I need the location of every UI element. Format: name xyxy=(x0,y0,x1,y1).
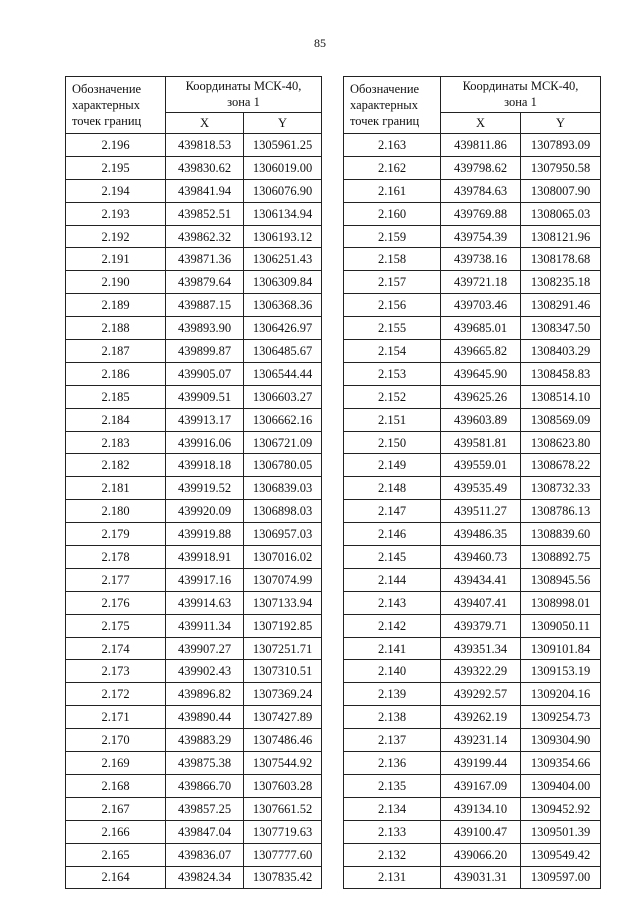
table-row xyxy=(344,866,601,889)
x-coordinate-cell: 439893.90 xyxy=(166,317,244,340)
table-row xyxy=(344,568,601,591)
table-row xyxy=(344,248,601,271)
x-coordinate-cell: 439460.73 xyxy=(441,546,521,569)
table-body-left xyxy=(66,134,322,889)
x-coordinate-cell: 439920.09 xyxy=(166,500,244,523)
table-row xyxy=(66,752,322,775)
y-coordinate-cell: 1308235.18 xyxy=(521,271,601,294)
table-row xyxy=(344,317,601,340)
x-coordinate-cell: 439754.39 xyxy=(441,225,521,248)
point-id-cell: 2.193 xyxy=(66,202,166,225)
table-row xyxy=(66,523,322,546)
point-id-cell: 2.181 xyxy=(66,477,166,500)
table-row xyxy=(66,454,322,477)
table-row xyxy=(344,202,601,225)
y-coordinate-cell: 1306309.84 xyxy=(244,271,322,294)
point-id-cell: 2.138 xyxy=(344,706,441,729)
y-coordinate-cell: 1308007.90 xyxy=(521,179,601,202)
x-coordinate-cell: 439665.82 xyxy=(441,340,521,363)
x-coordinate-cell: 439905.07 xyxy=(166,362,244,385)
x-coordinate-cell: 439918.18 xyxy=(166,454,244,477)
y-coordinate-cell: 1308514.10 xyxy=(521,385,601,408)
x-coordinate-cell: 439486.35 xyxy=(441,523,521,546)
y-coordinate-cell: 1307950.58 xyxy=(521,156,601,179)
table-row xyxy=(66,683,322,706)
y-coordinate-cell: 1308786.13 xyxy=(521,500,601,523)
point-id-cell: 2.148 xyxy=(344,477,441,500)
y-coordinate-cell: 1307777.60 xyxy=(244,843,322,866)
y-coordinate-cell: 1306426.97 xyxy=(244,317,322,340)
point-id-cell: 2.132 xyxy=(344,843,441,866)
table-row xyxy=(344,179,601,202)
y-coordinate-cell: 1306019.00 xyxy=(244,156,322,179)
x-coordinate-cell: 439852.51 xyxy=(166,202,244,225)
point-id-cell: 2.151 xyxy=(344,408,441,431)
table-row xyxy=(66,225,322,248)
table-row xyxy=(66,317,322,340)
y-coordinate-cell: 1309050.11 xyxy=(521,614,601,637)
point-id-cell: 2.188 xyxy=(66,317,166,340)
point-id-cell: 2.158 xyxy=(344,248,441,271)
table-row xyxy=(66,660,322,683)
point-id-cell: 2.164 xyxy=(66,866,166,889)
point-id-cell: 2.160 xyxy=(344,202,441,225)
y-coordinate-cell: 1306193.12 xyxy=(244,225,322,248)
y-coordinate-cell: 1308458.83 xyxy=(521,362,601,385)
y-coordinate-cell: 1306251.43 xyxy=(244,248,322,271)
point-id-cell: 2.179 xyxy=(66,523,166,546)
point-id-cell: 2.172 xyxy=(66,683,166,706)
point-id-cell: 2.163 xyxy=(344,134,441,157)
x-coordinate-cell: 439914.63 xyxy=(166,591,244,614)
y-coordinate-cell: 1307486.46 xyxy=(244,729,322,752)
point-id-cell: 2.192 xyxy=(66,225,166,248)
header-coordinate-system: Координаты МСК-40, зона 1 xyxy=(166,77,322,113)
y-coordinate-cell: 1309501.39 xyxy=(521,820,601,843)
y-coordinate-cell: 1308998.01 xyxy=(521,591,601,614)
table-row xyxy=(66,843,322,866)
x-coordinate-cell: 439379.71 xyxy=(441,614,521,637)
table-row xyxy=(344,385,601,408)
x-coordinate-cell: 439909.51 xyxy=(166,385,244,408)
table-row xyxy=(66,820,322,843)
table-row xyxy=(344,454,601,477)
y-coordinate-cell: 1307835.42 xyxy=(244,866,322,889)
x-coordinate-cell: 439907.27 xyxy=(166,637,244,660)
y-coordinate-cell: 1306957.03 xyxy=(244,523,322,546)
y-coordinate-cell: 1308839.60 xyxy=(521,523,601,546)
table-row xyxy=(344,683,601,706)
y-coordinate-cell: 1307192.85 xyxy=(244,614,322,637)
point-id-cell: 2.184 xyxy=(66,408,166,431)
table-row xyxy=(344,225,601,248)
table-row xyxy=(66,340,322,363)
point-id-cell: 2.150 xyxy=(344,431,441,454)
x-coordinate-cell: 439100.47 xyxy=(441,820,521,843)
x-coordinate-cell: 439896.82 xyxy=(166,683,244,706)
table-row xyxy=(66,156,322,179)
table-body-right xyxy=(344,134,601,889)
x-coordinate-cell: 439167.09 xyxy=(441,774,521,797)
y-coordinate-cell: 1308291.46 xyxy=(521,294,601,317)
table-row xyxy=(66,408,322,431)
y-coordinate-cell: 1309404.00 xyxy=(521,774,601,797)
y-coordinate-cell: 1309204.16 xyxy=(521,683,601,706)
x-coordinate-cell: 439407.41 xyxy=(441,591,521,614)
table-row xyxy=(66,385,322,408)
y-coordinate-cell: 1306839.03 xyxy=(244,477,322,500)
y-coordinate-cell: 1309354.66 xyxy=(521,752,601,775)
point-id-cell: 2.133 xyxy=(344,820,441,843)
header-y: Y xyxy=(521,112,601,133)
y-coordinate-cell: 1307544.92 xyxy=(244,752,322,775)
y-coordinate-cell: 1308178.68 xyxy=(521,248,601,271)
y-coordinate-cell: 1308623.80 xyxy=(521,431,601,454)
x-coordinate-cell: 439919.88 xyxy=(166,523,244,546)
table-row xyxy=(66,614,322,637)
x-coordinate-cell: 439645.90 xyxy=(441,362,521,385)
point-id-cell: 2.186 xyxy=(66,362,166,385)
table-row xyxy=(344,477,601,500)
x-coordinate-cell: 439916.06 xyxy=(166,431,244,454)
x-coordinate-cell: 439769.88 xyxy=(441,202,521,225)
x-coordinate-cell: 439883.29 xyxy=(166,729,244,752)
y-coordinate-cell: 1308347.50 xyxy=(521,317,601,340)
table-row xyxy=(66,546,322,569)
y-coordinate-cell: 1309549.42 xyxy=(521,843,601,866)
point-id-cell: 2.159 xyxy=(344,225,441,248)
x-coordinate-cell: 439879.64 xyxy=(166,271,244,294)
x-coordinate-cell: 439351.34 xyxy=(441,637,521,660)
point-id-cell: 2.168 xyxy=(66,774,166,797)
y-coordinate-cell: 1307369.24 xyxy=(244,683,322,706)
x-coordinate-cell: 439721.18 xyxy=(441,271,521,294)
table-row xyxy=(66,637,322,660)
table-row xyxy=(66,362,322,385)
point-id-cell: 2.180 xyxy=(66,500,166,523)
x-coordinate-cell: 439862.32 xyxy=(166,225,244,248)
point-id-cell: 2.137 xyxy=(344,729,441,752)
y-coordinate-cell: 1307427.89 xyxy=(244,706,322,729)
table-row xyxy=(344,820,601,843)
point-id-cell: 2.195 xyxy=(66,156,166,179)
table-row xyxy=(344,614,601,637)
table-row xyxy=(344,294,601,317)
point-id-cell: 2.166 xyxy=(66,820,166,843)
x-coordinate-cell: 439866.70 xyxy=(166,774,244,797)
x-coordinate-cell: 439917.16 xyxy=(166,568,244,591)
point-id-cell: 2.134 xyxy=(344,797,441,820)
y-coordinate-cell: 1308892.75 xyxy=(521,546,601,569)
point-id-cell: 2.185 xyxy=(66,385,166,408)
header-point-designation: Обозначение характерных точек границ xyxy=(344,77,441,134)
table-row xyxy=(66,477,322,500)
y-coordinate-cell: 1309597.00 xyxy=(521,866,601,889)
y-coordinate-cell: 1307016.02 xyxy=(244,546,322,569)
table-row xyxy=(344,843,601,866)
x-coordinate-cell: 439703.46 xyxy=(441,294,521,317)
x-coordinate-cell: 439603.89 xyxy=(441,408,521,431)
y-coordinate-cell: 1308121.96 xyxy=(521,225,601,248)
y-coordinate-cell: 1307310.51 xyxy=(244,660,322,683)
table-row xyxy=(344,706,601,729)
point-id-cell: 2.173 xyxy=(66,660,166,683)
x-coordinate-cell: 439911.34 xyxy=(166,614,244,637)
x-coordinate-cell: 439738.16 xyxy=(441,248,521,271)
y-coordinate-cell: 1306368.36 xyxy=(244,294,322,317)
y-coordinate-cell: 1306780.05 xyxy=(244,454,322,477)
x-coordinate-cell: 439899.87 xyxy=(166,340,244,363)
coordinates-table-left xyxy=(65,76,322,889)
header-y: Y xyxy=(244,112,322,133)
table-row xyxy=(344,660,601,683)
x-coordinate-cell: 439811.86 xyxy=(441,134,521,157)
x-coordinate-cell: 439841.94 xyxy=(166,179,244,202)
point-id-cell: 2.170 xyxy=(66,729,166,752)
y-coordinate-cell: 1307893.09 xyxy=(521,134,601,157)
y-coordinate-cell: 1308732.33 xyxy=(521,477,601,500)
point-id-cell: 2.177 xyxy=(66,568,166,591)
x-coordinate-cell: 439066.20 xyxy=(441,843,521,866)
x-coordinate-cell: 439134.10 xyxy=(441,797,521,820)
table-row xyxy=(66,179,322,202)
x-coordinate-cell: 439919.52 xyxy=(166,477,244,500)
table-row xyxy=(66,271,322,294)
x-coordinate-cell: 439918.91 xyxy=(166,546,244,569)
y-coordinate-cell: 1309452.92 xyxy=(521,797,601,820)
y-coordinate-cell: 1307251.71 xyxy=(244,637,322,660)
table-row xyxy=(344,408,601,431)
table-row xyxy=(344,500,601,523)
point-id-cell: 2.146 xyxy=(344,523,441,546)
y-coordinate-cell: 1308678.22 xyxy=(521,454,601,477)
table-row xyxy=(66,774,322,797)
y-coordinate-cell: 1305961.25 xyxy=(244,134,322,157)
x-coordinate-cell: 439292.57 xyxy=(441,683,521,706)
table-row xyxy=(344,156,601,179)
table-row xyxy=(66,294,322,317)
x-coordinate-cell: 439535.49 xyxy=(441,477,521,500)
y-coordinate-cell: 1306721.09 xyxy=(244,431,322,454)
point-id-cell: 2.175 xyxy=(66,614,166,637)
table-row xyxy=(344,774,601,797)
y-coordinate-cell: 1306076.90 xyxy=(244,179,322,202)
x-coordinate-cell: 439784.63 xyxy=(441,179,521,202)
header-coordinate-system: Координаты МСК-40, зона 1 xyxy=(441,77,601,113)
x-coordinate-cell: 439625.26 xyxy=(441,385,521,408)
point-id-cell: 2.196 xyxy=(66,134,166,157)
table-row xyxy=(344,797,601,820)
point-id-cell: 2.153 xyxy=(344,362,441,385)
point-id-cell: 2.145 xyxy=(344,546,441,569)
point-id-cell: 2.155 xyxy=(344,317,441,340)
x-coordinate-cell: 439685.01 xyxy=(441,317,521,340)
y-coordinate-cell: 1308403.29 xyxy=(521,340,601,363)
point-id-cell: 2.136 xyxy=(344,752,441,775)
table-row xyxy=(66,866,322,889)
point-id-cell: 2.141 xyxy=(344,637,441,660)
x-coordinate-cell: 439824.34 xyxy=(166,866,244,889)
x-coordinate-cell: 439434.41 xyxy=(441,568,521,591)
y-coordinate-cell: 1307719.63 xyxy=(244,820,322,843)
table-row xyxy=(66,568,322,591)
point-id-cell: 2.190 xyxy=(66,271,166,294)
y-coordinate-cell: 1308569.09 xyxy=(521,408,601,431)
x-coordinate-cell: 439871.36 xyxy=(166,248,244,271)
table-row xyxy=(344,546,601,569)
x-coordinate-cell: 439875.38 xyxy=(166,752,244,775)
x-coordinate-cell: 439322.29 xyxy=(441,660,521,683)
x-coordinate-cell: 439887.15 xyxy=(166,294,244,317)
point-id-cell: 2.189 xyxy=(66,294,166,317)
point-id-cell: 2.144 xyxy=(344,568,441,591)
point-id-cell: 2.187 xyxy=(66,340,166,363)
table-row xyxy=(66,500,322,523)
point-id-cell: 2.161 xyxy=(344,179,441,202)
point-id-cell: 2.162 xyxy=(344,156,441,179)
x-coordinate-cell: 439559.01 xyxy=(441,454,521,477)
y-coordinate-cell: 1306662.16 xyxy=(244,408,322,431)
x-coordinate-cell: 439913.17 xyxy=(166,408,244,431)
point-id-cell: 2.183 xyxy=(66,431,166,454)
point-id-cell: 2.176 xyxy=(66,591,166,614)
x-coordinate-cell: 439847.04 xyxy=(166,820,244,843)
point-id-cell: 2.147 xyxy=(344,500,441,523)
header-point-designation: Обозначение характерных точек границ xyxy=(66,77,166,134)
x-coordinate-cell: 439830.62 xyxy=(166,156,244,179)
y-coordinate-cell: 1306134.94 xyxy=(244,202,322,225)
y-coordinate-cell: 1307661.52 xyxy=(244,797,322,820)
point-id-cell: 2.171 xyxy=(66,706,166,729)
y-coordinate-cell: 1307133.94 xyxy=(244,591,322,614)
table-row xyxy=(344,431,601,454)
point-id-cell: 2.174 xyxy=(66,637,166,660)
x-coordinate-cell: 439798.62 xyxy=(441,156,521,179)
table-row xyxy=(66,591,322,614)
point-id-cell: 2.167 xyxy=(66,797,166,820)
point-id-cell: 2.140 xyxy=(344,660,441,683)
x-coordinate-cell: 439511.27 xyxy=(441,500,521,523)
y-coordinate-cell: 1309153.19 xyxy=(521,660,601,683)
point-id-cell: 2.135 xyxy=(344,774,441,797)
point-id-cell: 2.149 xyxy=(344,454,441,477)
point-id-cell: 2.157 xyxy=(344,271,441,294)
point-id-cell: 2.165 xyxy=(66,843,166,866)
table-row xyxy=(344,729,601,752)
header-x: X xyxy=(441,112,521,133)
point-id-cell: 2.169 xyxy=(66,752,166,775)
y-coordinate-cell: 1306544.44 xyxy=(244,362,322,385)
x-coordinate-cell: 439199.44 xyxy=(441,752,521,775)
x-coordinate-cell: 439836.07 xyxy=(166,843,244,866)
table-row xyxy=(344,362,601,385)
table-row xyxy=(66,431,322,454)
x-coordinate-cell: 439890.44 xyxy=(166,706,244,729)
x-coordinate-cell: 439581.81 xyxy=(441,431,521,454)
table-row xyxy=(344,752,601,775)
point-id-cell: 2.143 xyxy=(344,591,441,614)
y-coordinate-cell: 1309254.73 xyxy=(521,706,601,729)
table-row xyxy=(66,706,322,729)
y-coordinate-cell: 1307074.99 xyxy=(244,568,322,591)
table-row xyxy=(66,797,322,820)
header-x: X xyxy=(166,112,244,133)
table-row xyxy=(344,340,601,363)
point-id-cell: 2.139 xyxy=(344,683,441,706)
y-coordinate-cell: 1309304.90 xyxy=(521,729,601,752)
table-row xyxy=(344,134,601,157)
x-coordinate-cell: 439857.25 xyxy=(166,797,244,820)
y-coordinate-cell: 1309101.84 xyxy=(521,637,601,660)
point-id-cell: 2.131 xyxy=(344,866,441,889)
table-row xyxy=(66,202,322,225)
page-number: 85 xyxy=(314,36,326,50)
point-id-cell: 2.178 xyxy=(66,546,166,569)
x-coordinate-cell: 439262.19 xyxy=(441,706,521,729)
x-coordinate-cell: 439031.31 xyxy=(441,866,521,889)
point-id-cell: 2.182 xyxy=(66,454,166,477)
y-coordinate-cell: 1306898.03 xyxy=(244,500,322,523)
table-row xyxy=(344,271,601,294)
point-id-cell: 2.156 xyxy=(344,294,441,317)
table-row xyxy=(66,729,322,752)
y-coordinate-cell: 1308065.03 xyxy=(521,202,601,225)
y-coordinate-cell: 1307603.28 xyxy=(244,774,322,797)
x-coordinate-cell: 439902.43 xyxy=(166,660,244,683)
table-row xyxy=(344,523,601,546)
table-row xyxy=(66,134,322,157)
table-row xyxy=(66,248,322,271)
y-coordinate-cell: 1306603.27 xyxy=(244,385,322,408)
point-id-cell: 2.154 xyxy=(344,340,441,363)
x-coordinate-cell: 439231.14 xyxy=(441,729,521,752)
point-id-cell: 2.142 xyxy=(344,614,441,637)
point-id-cell: 2.194 xyxy=(66,179,166,202)
x-coordinate-cell: 439818.53 xyxy=(166,134,244,157)
point-id-cell: 2.191 xyxy=(66,248,166,271)
coordinates-table-right xyxy=(343,76,601,889)
table-row xyxy=(344,637,601,660)
y-coordinate-cell: 1306485.67 xyxy=(244,340,322,363)
point-id-cell: 2.152 xyxy=(344,385,441,408)
table-row xyxy=(344,591,601,614)
y-coordinate-cell: 1308945.56 xyxy=(521,568,601,591)
